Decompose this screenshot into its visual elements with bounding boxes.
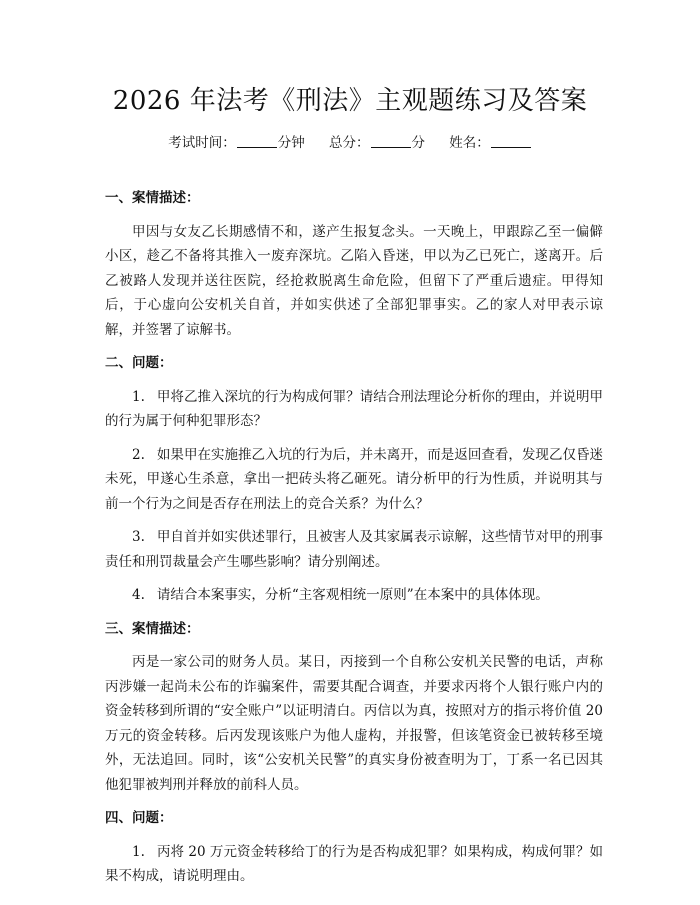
question-number: 4. xyxy=(132,587,145,603)
question-text: 请结合本案事实，分析“主客观相统一原则”在本案中的具体体现。 xyxy=(156,587,549,603)
question-number: 2. xyxy=(132,446,145,463)
section-heading-case-2: 三、案情描述： xyxy=(105,620,200,637)
case-description-2: 丙是一家公司的财务人员。某日，丙接到一个自称公安机关民警的电话，声称丙涉嫌一起尚未公布的诈骗案件，需要其配合调查，并要求丙将个人银行账户内的资金转移到所谓的“安全账户”以证明清白。丙信以为真，按照对方的指示将价值 20 万元的资金转移。后丙发现该账户为他人虚构，并报警，但该笔资金已被转移至境外，无法追回。同时，该“公安机关民警”的真实身份被查明为丁，丁系一名已因其他犯罪被判刑并释放的前科人员。 xyxy=(105,654,603,793)
total-score-blank[interactable] xyxy=(371,135,411,148)
question-text: 如果甲在实施推乙入坑的行为后，并未离开，而是返回查看，发现乙仅昏迷未死，甲遂心生杀意，拿出一把砖头将乙砸死。请分析甲的行为性质，并说明其与前一个行为之间是否存在刑法上的竞合关系？为什么？ xyxy=(105,446,603,512)
document-body xyxy=(105,186,603,898)
question-item xyxy=(105,443,603,517)
total-score-field xyxy=(329,131,425,151)
section-heading-questions-1: 二、问题： xyxy=(105,355,173,371)
page-title: 2026 年法考《刑法》主观题练习及答案 xyxy=(112,86,588,116)
section-heading-case-1: 一、案情描述： xyxy=(105,190,200,206)
section-heading-questions-2: 四、问题： xyxy=(105,810,173,826)
exam-meta xyxy=(0,131,700,151)
exam-time-blank[interactable] xyxy=(237,135,277,148)
question-item xyxy=(105,840,603,889)
question-text: 甲将乙推入深坑的行为构成何罪？请结合刑法理论分析你的理由，并说明甲的行为属于何种犯罪形态？ xyxy=(105,388,603,429)
question-item xyxy=(105,525,603,574)
question-number: 3. xyxy=(132,529,145,545)
name-blank[interactable] xyxy=(491,135,531,148)
exam-time-unit: 分钟 xyxy=(277,135,305,151)
total-score-label: 总分： xyxy=(329,135,370,151)
question-item xyxy=(105,385,603,434)
total-score-unit: 分 xyxy=(411,135,425,151)
question-text: 甲自首并如实供述罪行，且被害人及其家属表示谅解，这些情节对甲的刑事责任和刑罚裁量会产生哪些影响？请分别阐述。 xyxy=(105,529,603,570)
case-description-1: 甲因与女友乙长期感情不和，遂产生报复念头。一天晚上，甲跟踪乙至一偏僻小区，趁乙不备将其推入一废弃深坑。乙陷入昏迷，甲以为乙已死亡，遂离开。后乙被路人发现并送往医院，经抢救脱离生命危险，但留下了严重后遗症。甲得知后，于心虚向公安机关自首，并如实供述了全部犯罪事实。乙的家人对甲表示谅解，并签署了谅解书。 xyxy=(105,223,603,338)
name-field xyxy=(449,131,532,151)
name-label: 姓名： xyxy=(449,135,490,151)
exam-time-field xyxy=(168,131,305,151)
exam-time-label: 考试时间： xyxy=(168,135,236,151)
question-item xyxy=(105,583,603,608)
question-number: 1. xyxy=(132,388,145,405)
question-text: 丙将 20 万元资金转移给丁的行为是否构成犯罪？如果构成，构成何罪？如果不构成，请说明理由。 xyxy=(105,843,603,884)
question-number: 1. xyxy=(132,843,145,860)
